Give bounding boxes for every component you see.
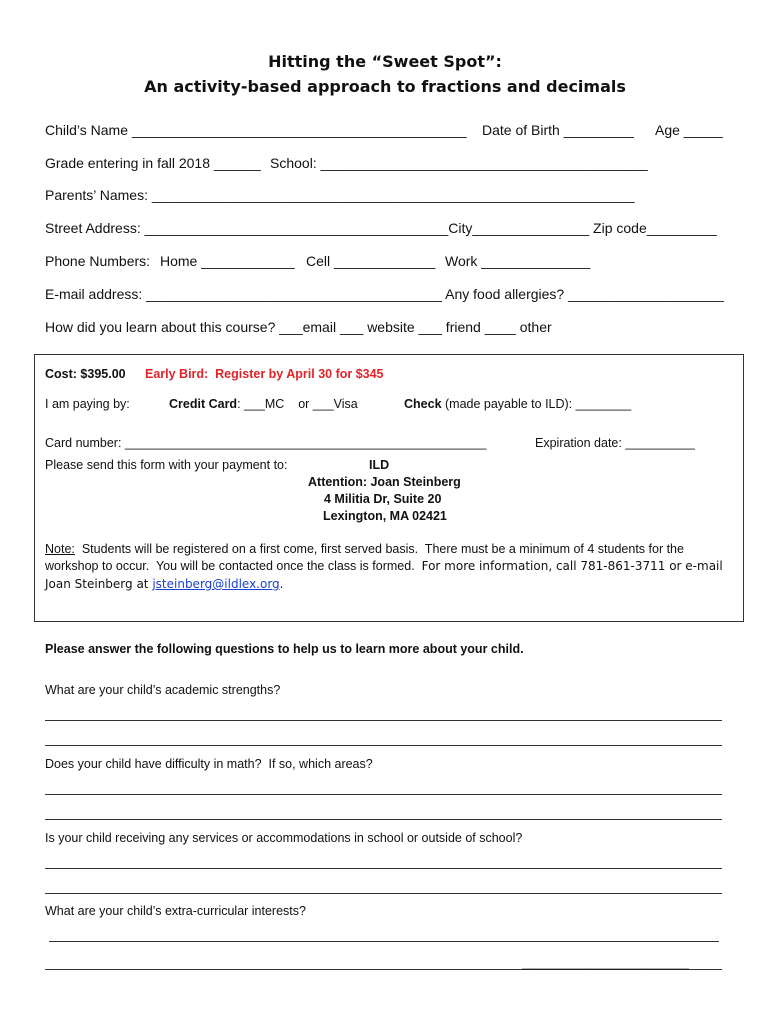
- page-title: Hitting the “Sweet Spot”:: [268, 52, 502, 71]
- questions-intro: Please answer the following questions to help us to learn more about your child.: [45, 642, 524, 656]
- answer-line[interactable]: [45, 868, 722, 869]
- answer-line[interactable]: [45, 720, 722, 721]
- early-bird-label: Early Bird: Register by April 30 for $345: [145, 367, 384, 381]
- credit-card-choices[interactable]: : ___MC or ___Visa: [237, 397, 358, 411]
- answer-line[interactable]: [49, 941, 719, 942]
- note-contact-2: Joan Steinberg at: [45, 577, 153, 591]
- address-line-street: 4 Militia Dr, Suite 20: [324, 492, 442, 506]
- trailing-underline: ________________________: [522, 956, 689, 970]
- question-math-difficulty: Does your child have difficulty in math? If so, which areas?: [45, 757, 373, 771]
- note-line-1: [45, 542, 684, 556]
- answer-line[interactable]: [45, 819, 722, 820]
- card-number-field[interactable]: Card number: ____________________________________________________: [45, 436, 487, 450]
- school-field[interactable]: School: __________________________________________: [270, 155, 648, 171]
- learn-about-course-field[interactable]: How did you learn about this course? ___email ___ website ___ friend ____ other: [45, 319, 552, 335]
- question-academic-strengths: What are your child’s academic strengths?: [45, 683, 281, 697]
- answer-line[interactable]: [45, 745, 722, 746]
- check-option[interactable]: [404, 397, 631, 411]
- question-extracurricular: What are your child’s extra-curricular interests?: [45, 904, 306, 918]
- credit-card-label: Credit Card: [169, 397, 238, 411]
- answer-line[interactable]: [45, 893, 722, 894]
- phone-cell-field[interactable]: Cell _____________: [306, 253, 436, 269]
- phone-work-field[interactable]: Work ______________: [445, 253, 591, 269]
- expiration-date-field[interactable]: Expiration date: __________: [535, 436, 695, 450]
- note-period: .: [279, 577, 284, 591]
- note-line-2: [45, 559, 723, 573]
- email-allergies-field[interactable]: E-mail address: ______________________________________ Any food allergies? ____________________: [45, 286, 724, 302]
- address-line-ild: ILD: [369, 458, 390, 472]
- note-text-1: Students will be registered on a first come, first served basis. There must be a minimum of 4 students for the: [74, 542, 684, 556]
- parents-names-field[interactable]: Parents’ Names: ______________________________________________________________: [45, 187, 635, 203]
- address-line-attention: Attention: Joan Steinberg: [308, 475, 461, 489]
- childs-name-field[interactable]: Child’s Name ___________________________________________: [45, 122, 467, 138]
- street-address-field[interactable]: Street Address: _______________________________________City_______________ Zip code_________: [45, 220, 717, 236]
- age-field[interactable]: Age _____: [655, 122, 723, 138]
- credit-card-option[interactable]: [169, 397, 358, 411]
- check-label: Check: [404, 397, 442, 411]
- send-payment-label: Please send this form with your payment to:: [45, 458, 288, 472]
- note-line-3: [45, 577, 284, 591]
- answer-line[interactable]: [45, 794, 722, 795]
- check-payable-field[interactable]: (made payable to ILD): ________: [441, 397, 632, 411]
- date-of-birth-field[interactable]: Date of Birth _________: [482, 122, 634, 138]
- cost-label: Cost: $395.00: [45, 367, 126, 381]
- address-line-city: Lexington, MA 02421: [323, 509, 447, 523]
- page-subtitle: An activity-based approach to fractions and decimals: [144, 77, 626, 96]
- phone-numbers-label: Phone Numbers:: [45, 253, 151, 269]
- note-text-2: workshop to occur. You will be contacted once the class is formed.: [45, 559, 422, 573]
- contact-email-link[interactable]: jsteinberg@ildlex.org: [152, 577, 280, 591]
- phone-home-field[interactable]: Home ____________: [160, 253, 295, 269]
- grade-field[interactable]: Grade entering in fall 2018 ______: [45, 155, 261, 171]
- paying-by-label: I am paying by:: [45, 397, 130, 411]
- note-label: Note:: [45, 542, 75, 556]
- question-services: Is your child receiving any services or accommodations in school or outside of school?: [45, 831, 523, 845]
- note-contact-1: For more information, call 781-861-3711 or e-mail: [421, 559, 723, 573]
